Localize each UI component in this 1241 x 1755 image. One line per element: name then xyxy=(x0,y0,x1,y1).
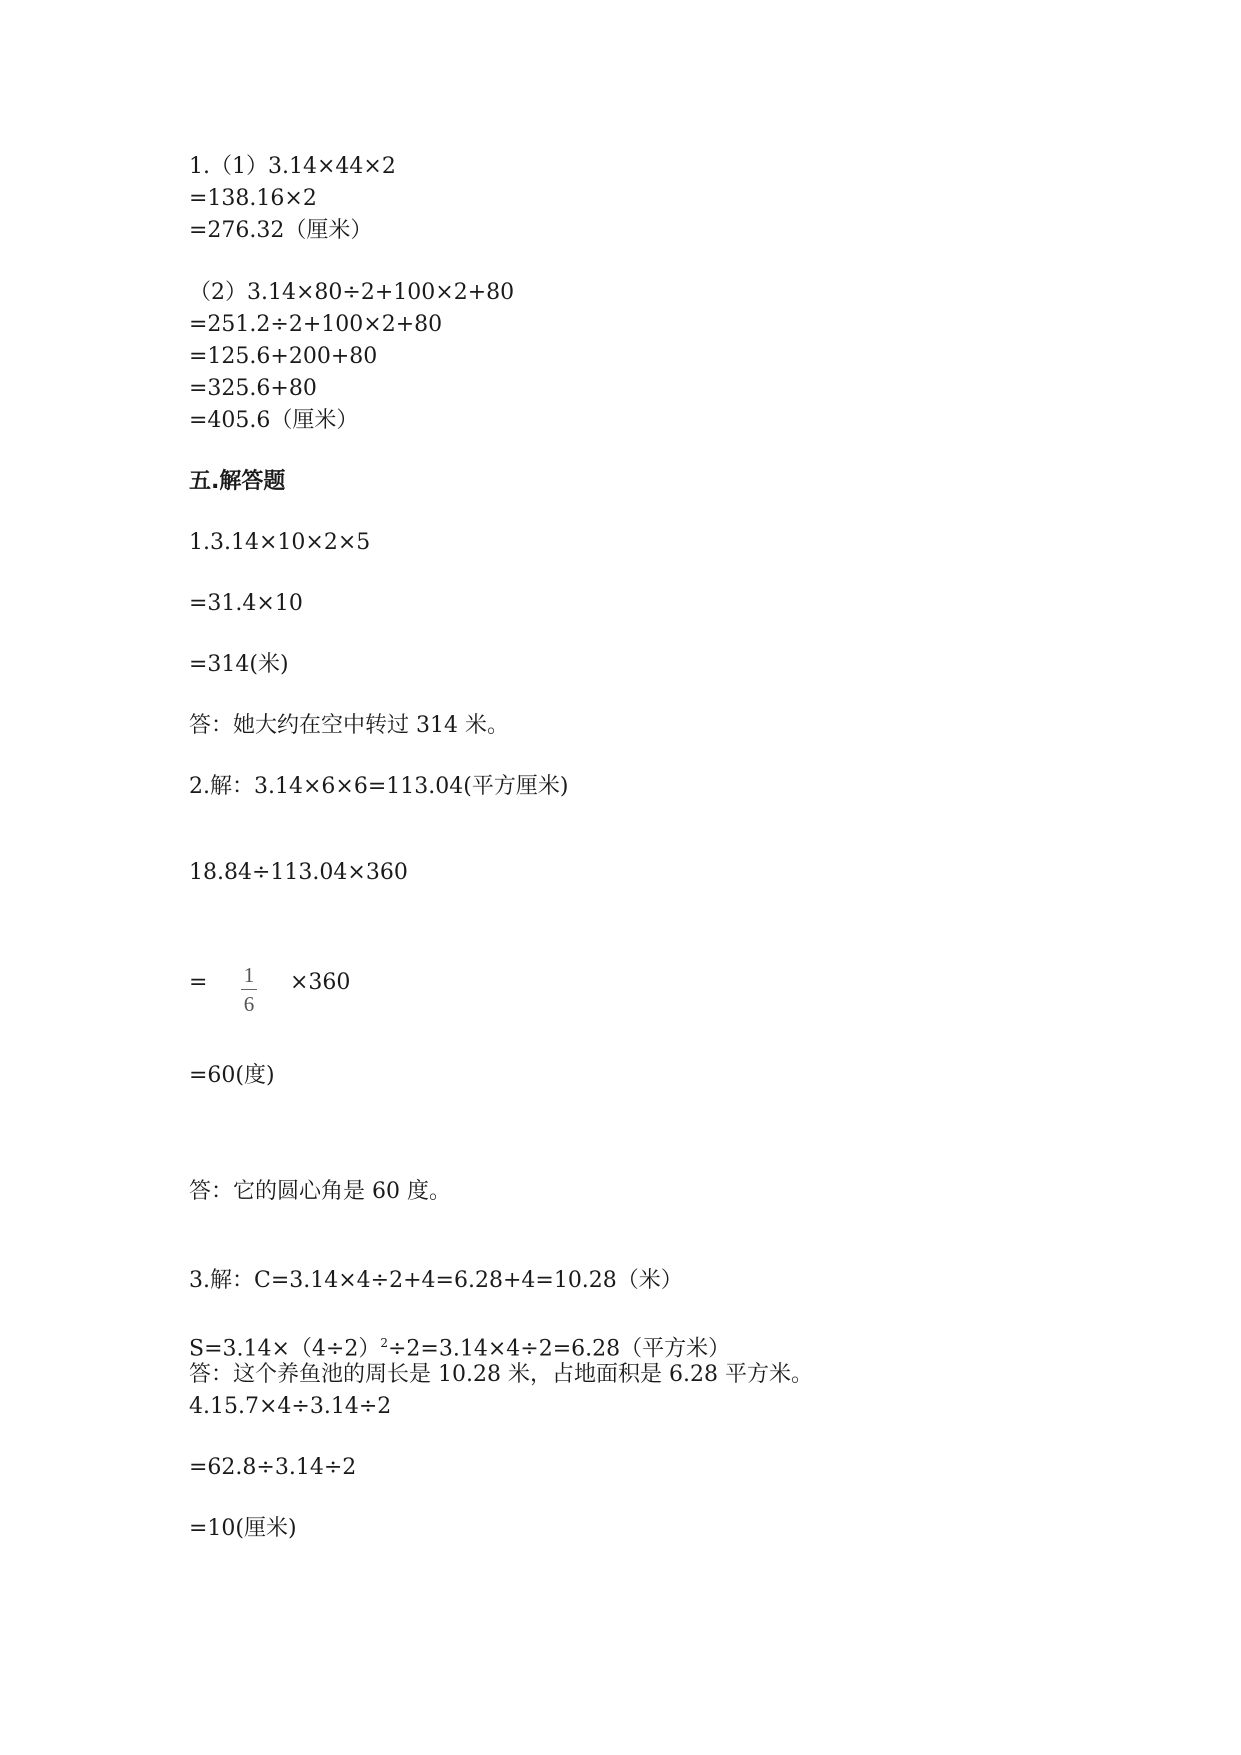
calc-line: =10(厘米) xyxy=(189,1516,297,1541)
calc-line xyxy=(189,1328,730,1364)
calc-line: 4.15.7×4÷3.14÷2 xyxy=(189,1394,392,1419)
calc-line: 1.（1）3.14×44×2 xyxy=(189,154,396,179)
exponent: 2 xyxy=(380,1336,388,1350)
calc-line: =276.32（厘米） xyxy=(189,218,373,243)
answer-line: 答：它的圆心角是 60 度。 xyxy=(189,1179,451,1204)
calc-line: =62.8÷3.14÷2 xyxy=(189,1455,357,1480)
fraction-numerator: 1 xyxy=(243,963,255,987)
calc-line: =314(米) xyxy=(189,652,289,677)
equals-sign: = xyxy=(189,970,208,995)
section-heading: 五.解答题 xyxy=(189,469,286,494)
fraction-one-sixth xyxy=(238,963,260,1016)
calc-line: （2）3.14×80÷2+100×2+80 xyxy=(189,280,515,305)
calc-line: 18.84÷113.04×360 xyxy=(189,860,408,885)
calc-line: 1.3.14×10×2×5 xyxy=(189,530,371,555)
calc-line: =125.6+200+80 xyxy=(189,344,378,369)
area-formula-part1: S=3.14×（4÷2） xyxy=(189,1336,381,1362)
area-formula-part2: ÷2=3.14×4÷2=6.28（平方米） xyxy=(388,1336,731,1362)
answer-line: 答：她大约在空中转过 314 米。 xyxy=(189,713,509,738)
calc-line: =325.6+80 xyxy=(189,376,317,401)
fraction-bar xyxy=(241,989,257,990)
calc-line: =251.2÷2+100×2+80 xyxy=(189,312,443,337)
calc-line: 3.解：C=3.14×4÷2+4=6.28+4=10.28（米） xyxy=(189,1268,683,1293)
fraction-denominator: 6 xyxy=(243,992,255,1016)
answer-line: 答：这个养鱼池的周长是 10.28 米，占地面积是 6.28 平方米。 xyxy=(189,1362,813,1387)
calc-line-suffix: ×360 xyxy=(290,970,351,995)
calc-line: =60(度) xyxy=(189,1063,275,1088)
calc-line: 2.解：3.14×6×6=113.04(平方厘米) xyxy=(189,774,569,799)
calc-line: =31.4×10 xyxy=(189,591,303,616)
calc-line: =138.16×2 xyxy=(189,186,317,211)
calc-line: =405.6（厘米） xyxy=(189,408,359,433)
